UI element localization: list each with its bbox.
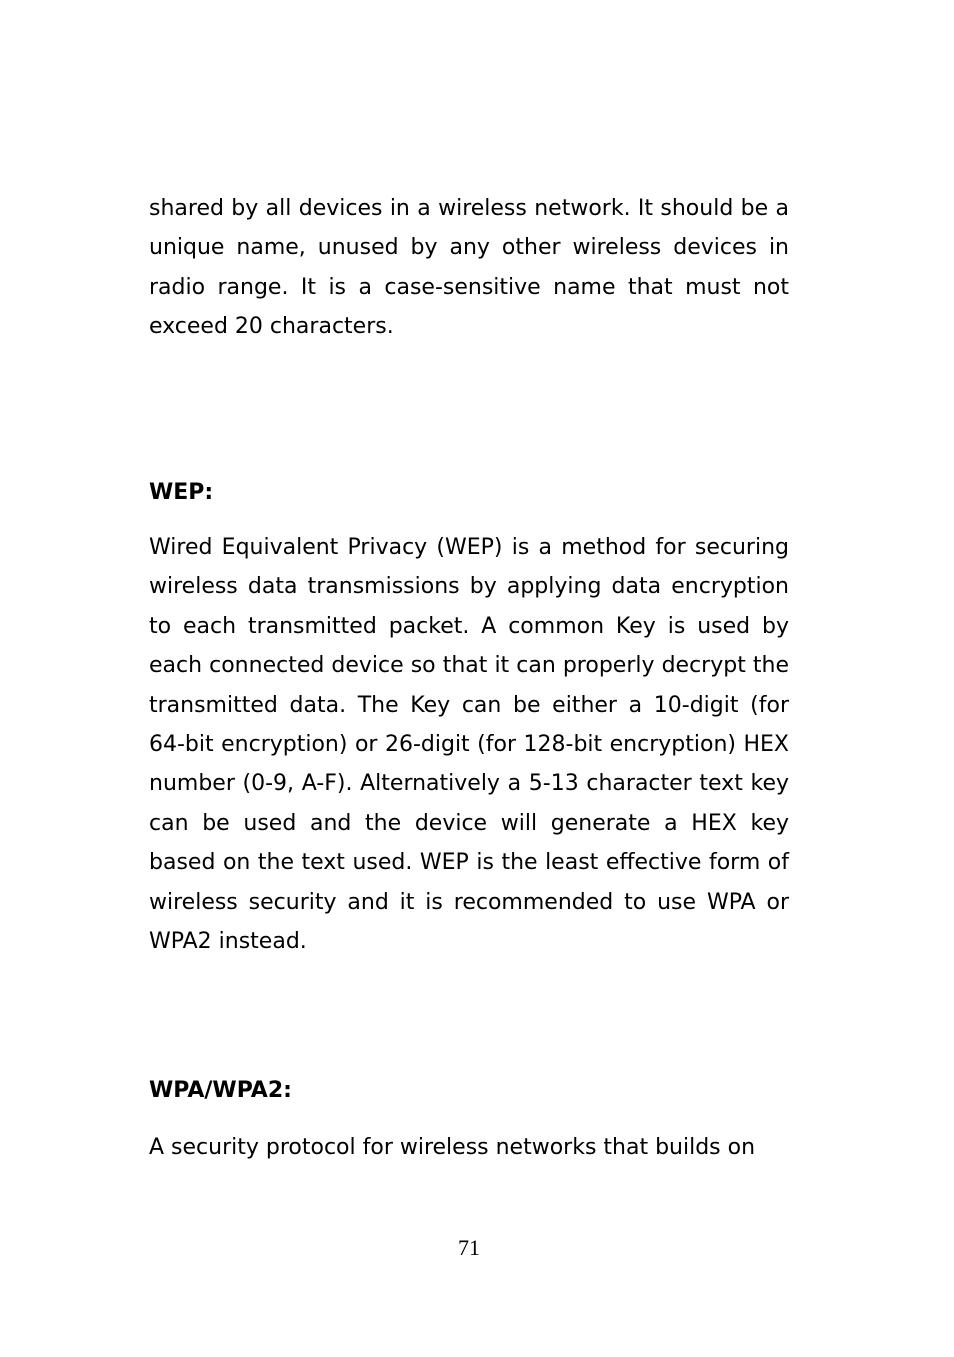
ssid-continued-paragraph: shared by all devices in a wireless network. It should be a unique name, unused by any other wireless devices in radio range. It is a case-sensitive name that must not exceed 20 characters.	[149, 196, 789, 340]
wep-heading: WEP:	[149, 480, 214, 505]
wpa-paragraph: A security protocol for wireless networks that builds on	[149, 1135, 756, 1160]
wep-paragraph: Wired Equivalent Privacy (WEP) is a method for securing wireless data transmissions by applying data encryption to each transmitted packet. A common Key is used by each connected device so that it can properly decrypt the transmitted data. The Key can be either a 10-digit (for 64-bit encryption) or 26-digit (for 128-bit encryption) HEX number (0-9, A-F). Alternatively a 5-13 character text key can be used and the device will generate a HEX key based on the text used. WEP is the least effective form of wireless security and it is recommended to use WPA or WPA2 instead.	[149, 535, 789, 955]
wpa-heading: WPA/WPA2:	[149, 1078, 292, 1103]
page-number: 71	[458, 1235, 480, 1260]
